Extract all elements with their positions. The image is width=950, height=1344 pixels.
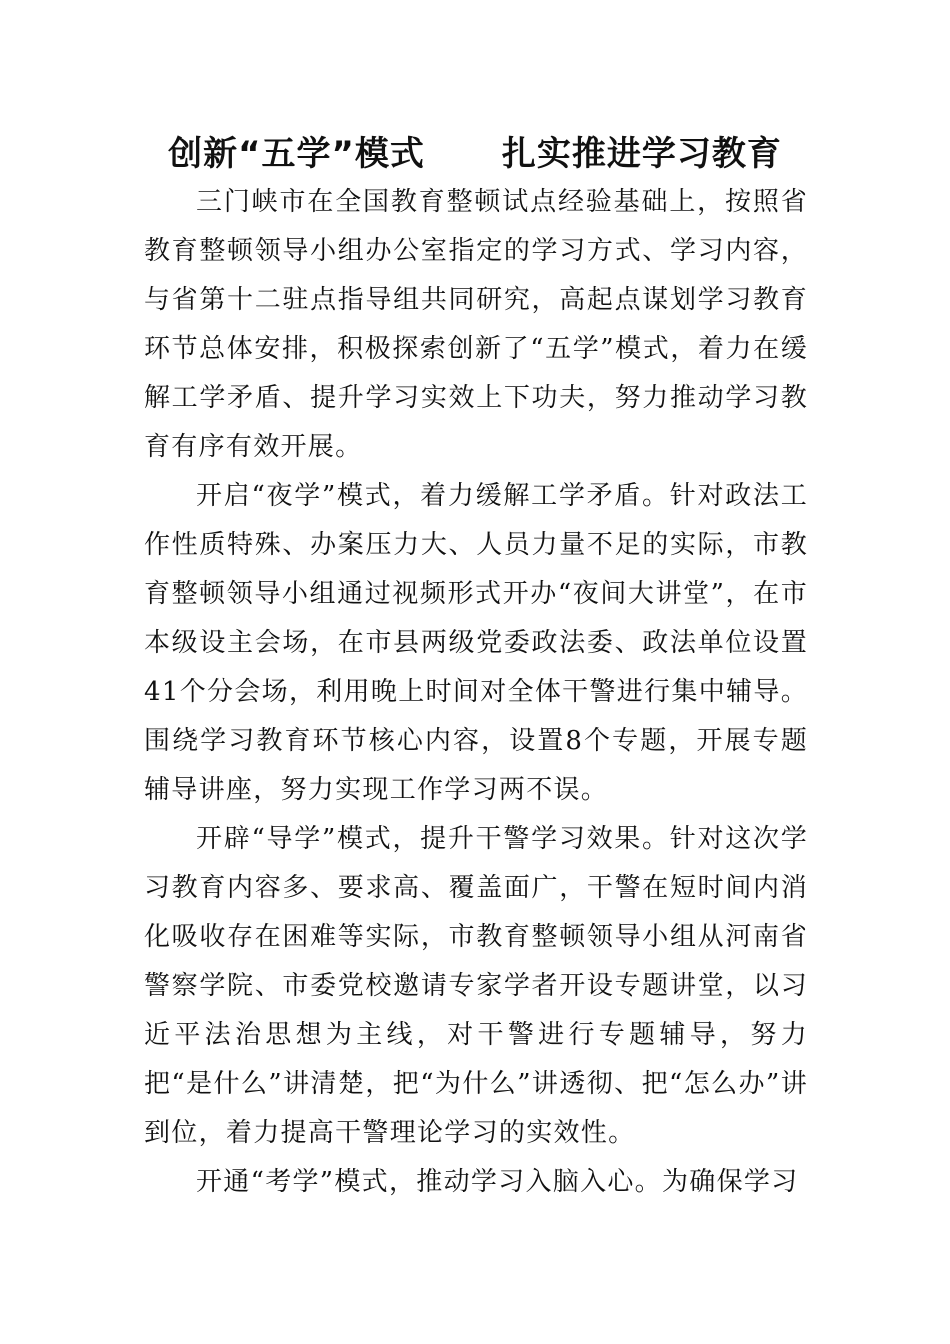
paragraph-guided-study: 开辟“导学”模式，提升干警学习效果。针对这次学习教育内容多、要求高、覆盖面广，干警在短时间内消化吸收存在困难等实际，市教育整顿领导小组从河南省警察学院、市委党校邀请专家学者开设专题讲堂，以习近平法治思想为主线，对干警进行专题辅导，努力把“是什么”讲清楚，把“为什么”讲透彻、把“怎么办”讲到位，着力提高干警理论学习的实效性。 <box>144 824 808 1148</box>
paragraph-intro: 三门峡市在全国教育整顿试点经验基础上，按照省教育整顿领导小组办公室指定的学习方式、学习内容，与省第十二驻点指导组共同研究，高起点谋划学习教育环节总体安排，积极探索创新了“五学”模式，着力在缓解工学矛盾、提升学习实效上下功夫，努力推动学习教育有序有效开展。 <box>144 187 808 462</box>
paragraph-night-study: 开启“夜学”模式，着力缓解工学矛盾。针对政法工作性质特殊、办案压力大、人员力量不足的实际，市教育整顿领导小组通过视频形式开办“夜间大讲堂”，在市本级设主会场，在市县两级党委政法委、政法单位设置41个分会场，利用晚上时间对全体干警进行集中辅导。围绕学习教育环节核心内容，设置8个专题，开展专题辅导讲座，努力实现工作学习两不误。 <box>144 481 808 805</box>
paragraph-exam-study: 开通“考学”模式，推动学习入脑入心。为确保学习 <box>196 1167 799 1197</box>
document-title: 创新“五学”模式 扎实推进学习教育 <box>168 134 782 174</box>
document-body <box>144 178 808 1207</box>
